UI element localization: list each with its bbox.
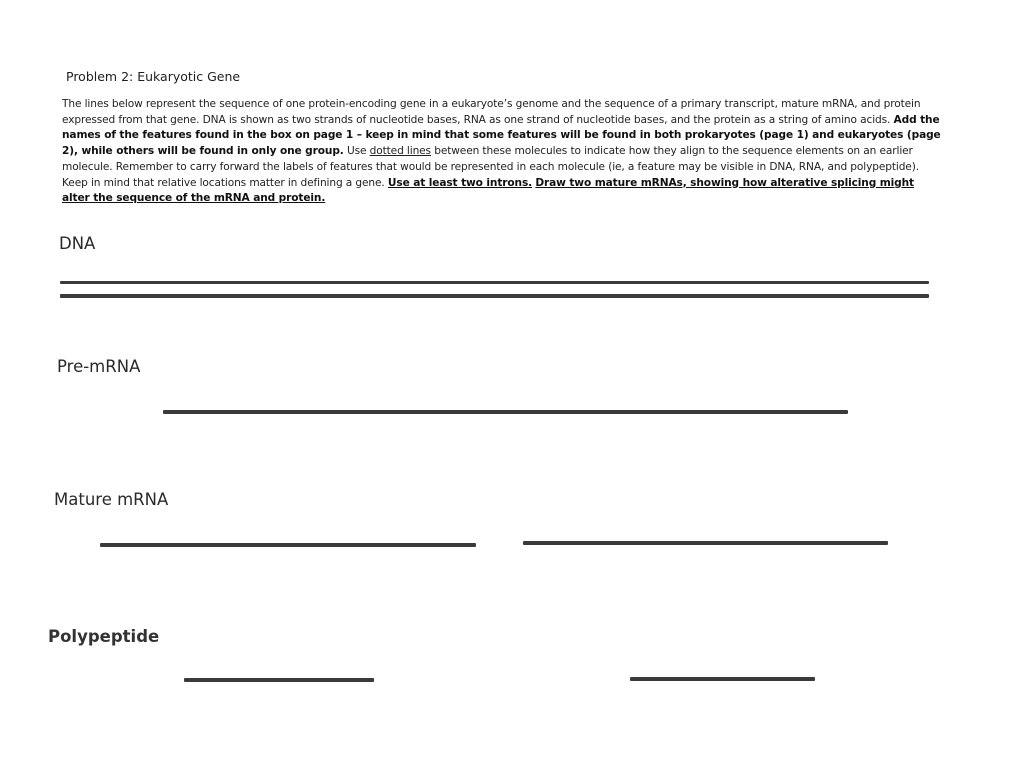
instruction-introns: Use at least two introns. — [387, 176, 533, 189]
pre-mrna-label: Pre-mRNA — [57, 357, 141, 376]
dotted-lines-phrase: dotted lines — [369, 145, 431, 158]
mature-mrna-1-strand — [100, 543, 476, 547]
problem-title: Problem 2: Eukaryotic Gene — [66, 69, 241, 84]
mature-mrna-2-strand — [523, 541, 888, 545]
mature-mrna-label: Mature mRNA — [54, 490, 169, 509]
polypeptide-1-chain — [184, 678, 374, 682]
dna-label: DNA — [59, 234, 96, 253]
polypeptide-label: Polypeptide — [48, 627, 160, 646]
instructions-text-2: Use — [343, 145, 370, 158]
polypeptide-2-chain — [630, 677, 815, 681]
instructions-paragraph — [62, 97, 942, 207]
instruction-mature-mrnas: Draw two mature mRNAs, showing how alterative splicing might alter the sequence of the mRNA and protein. — [62, 176, 915, 205]
instructions-text-3: between these molecules to indicate how they align to the sequence elements on an earlier molecule. Remember to carry forward the labels of features that would be represented in each molecule (ie, a feature may be visible in DNA, RNA, and polypeptide). Keep in mind that relative locations matter in defining a gene. — [62, 145, 919, 189]
dna-strand-top — [60, 281, 929, 284]
instructions-bold-text: Add the names of the features found in the box on page 1 – keep in mind that some features will be found in both prokaryotes (page 1) and eukaryotes (page 2), while others will be found in only one group. — [62, 113, 941, 158]
pre-mrna-strand — [163, 410, 848, 414]
dna-strand-bottom — [60, 294, 929, 298]
instructions-text-1: The lines below represent the sequence of one protein-encoding gene in a eukaryote’s genome and the sequence of a primary transcript, mature mRNA, and protein expressed from that gene. DNA is shown as two strands of nucleotide bases, RNA as one strand of nucleotide bases, and the protein as a string of amino acids. — [62, 98, 921, 126]
